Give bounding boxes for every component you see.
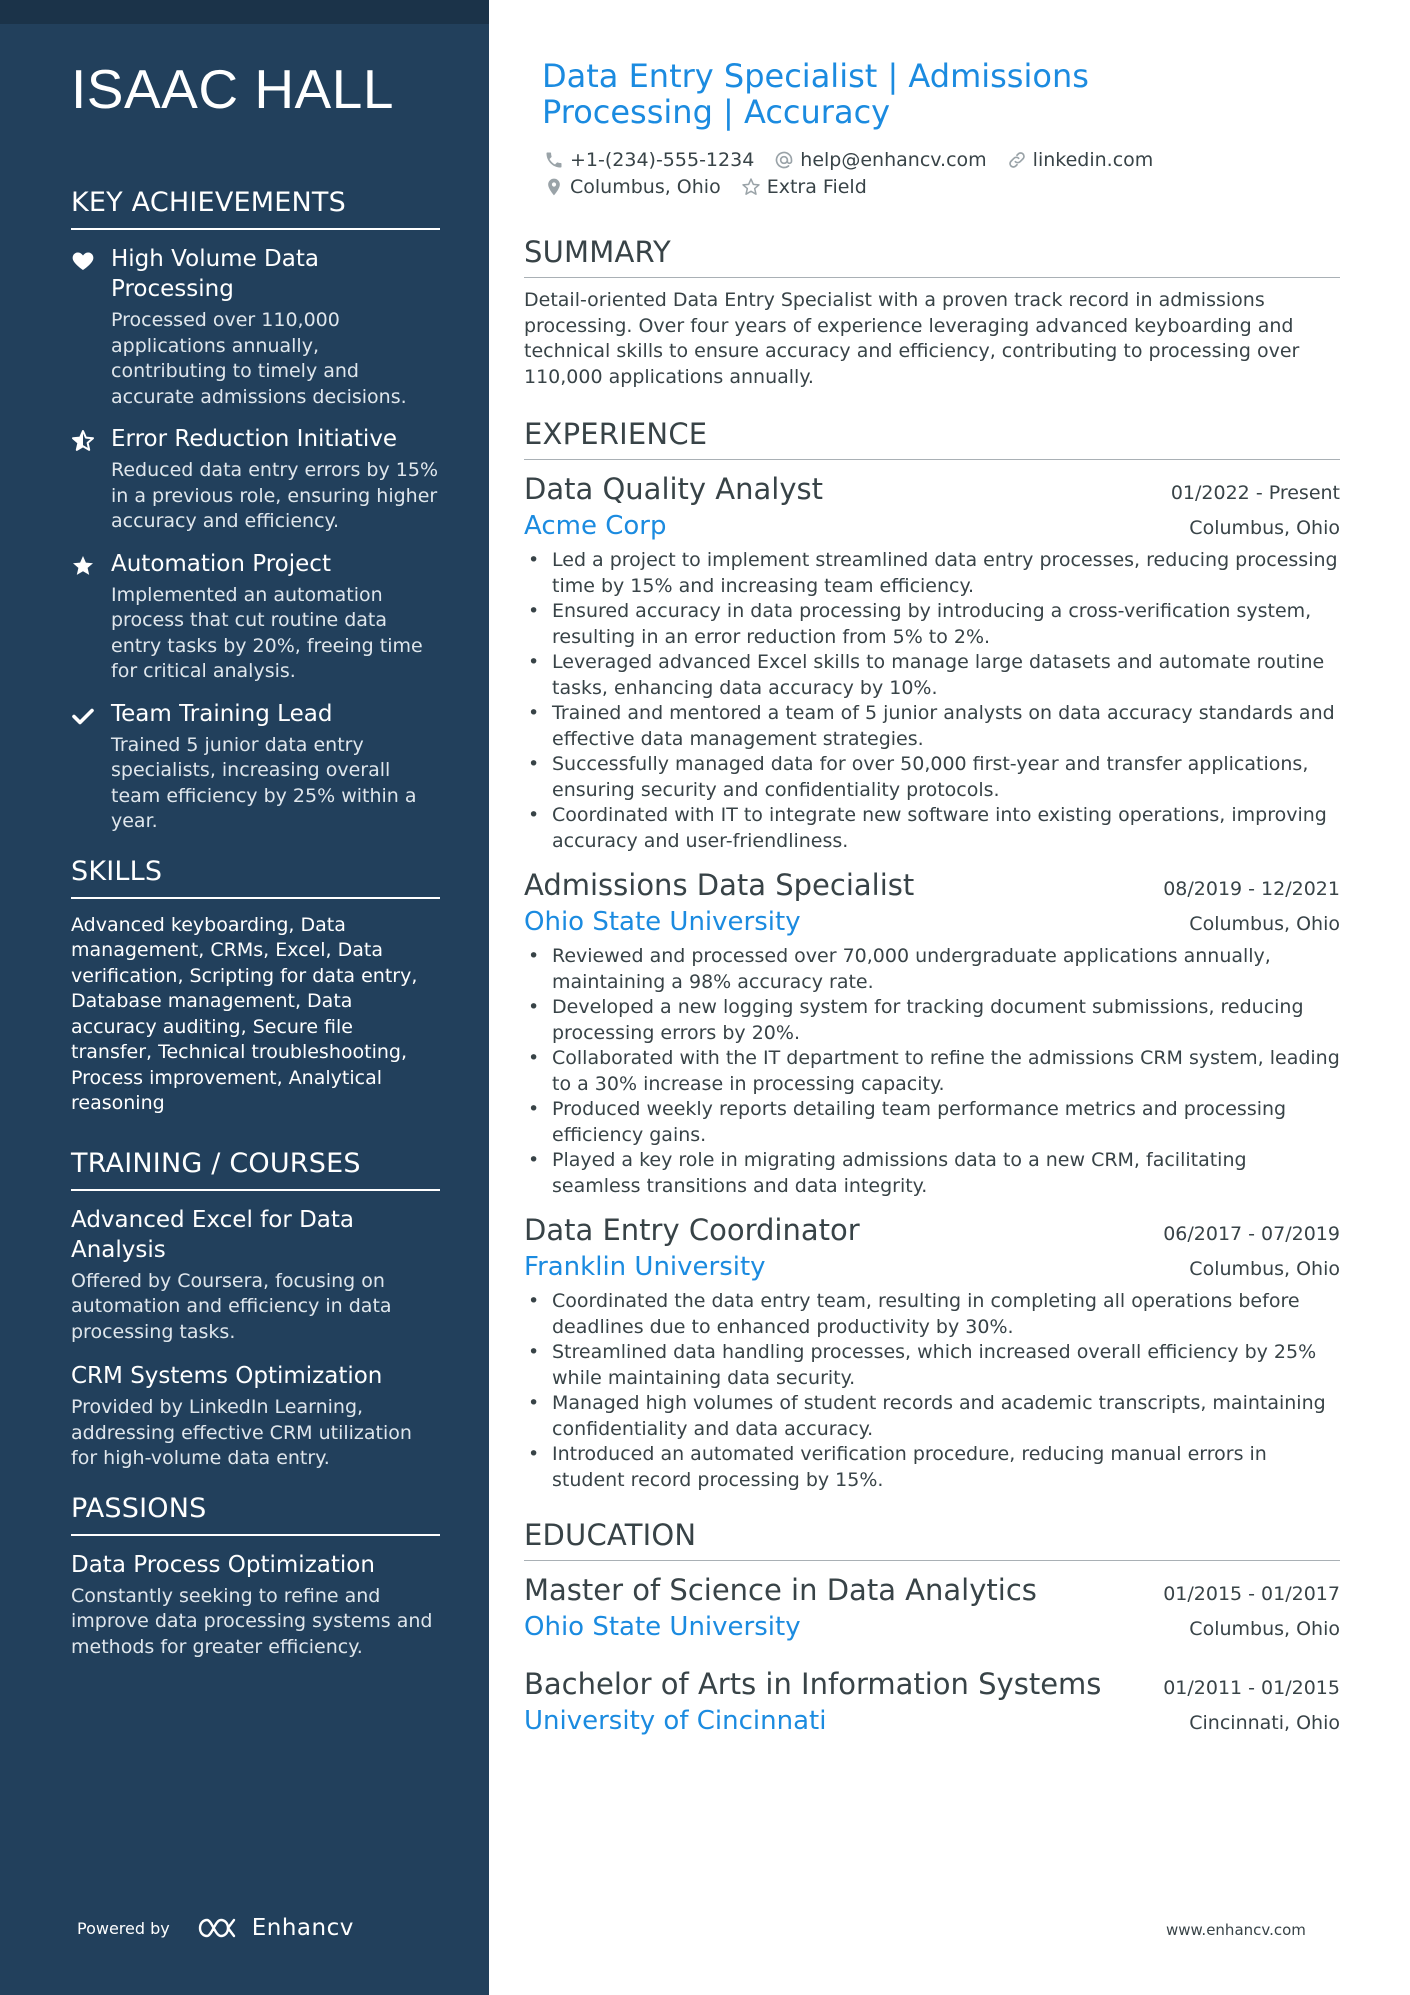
job-company: Ohio State University — [524, 907, 801, 937]
passion-title: Data Process Optimization — [71, 1551, 375, 1578]
passions-title: PASSIONS — [71, 1492, 440, 1536]
candidate-name: ISAAC HALL — [71, 58, 394, 120]
job-title: Admissions Data Specialist — [524, 868, 915, 902]
at-icon — [774, 150, 794, 170]
achievement-desc: Trained 5 junior data entry specialists, increasing overall team efficiency by 25% within a year. — [111, 733, 417, 832]
phone-text: +1-(234)-555-1234 — [570, 148, 755, 171]
bullet-item: • Leveraged advanced Excel skills to manage large datasets and automate routine tasks, enhancing data accuracy by 10%. — [524, 650, 1340, 701]
skills-title: SKILLS — [71, 855, 440, 899]
powered-by-label: Powered by — [77, 1918, 170, 1938]
job-bullets — [524, 548, 1340, 854]
passion-item — [71, 1550, 440, 1661]
passions-section — [71, 1492, 440, 1661]
bullet-item: • Produced weekly reports detailing team performance metrics and processing efficiency gains. — [524, 1097, 1340, 1148]
bullet-item: • Developed a new logging system for tracking document submissions, reducing processing errors by 20%. — [524, 995, 1340, 1046]
bullet-item: • Played a key role in migrating admissions data to a new CRM, facilitating seamless transitions and data integrity. — [524, 1148, 1340, 1199]
course-item — [71, 1205, 440, 1346]
achievements-section — [71, 186, 440, 835]
enhancv-logo[interactable] — [196, 1915, 354, 1941]
job-dates: 01/2022 - Present — [1170, 482, 1340, 504]
summary-title: SUMMARY — [524, 234, 1340, 278]
heart-icon — [71, 244, 111, 410]
job-company: Franklin University — [524, 1252, 766, 1282]
check-icon — [71, 699, 111, 835]
summary-text: Detail-oriented Data Entry Specialist with a proven track record in admissions processing. Over four years of experience leveraging advanced keyboarding and technical skills to ensure accuracy and efficiency, contributing to processing over 110,000 applications annually. — [524, 289, 1300, 388]
degree-title: Master of Science in Data Analytics — [524, 1573, 1037, 1607]
phone-icon — [544, 150, 564, 170]
achievement-item — [71, 699, 440, 835]
achievement-title: High Volume Data Processing — [111, 246, 319, 302]
job-entry — [524, 866, 1340, 1199]
bullet-item: • Ensured accuracy in data processing by introducing a cross-verification system, resulting in an error reduction from 5% to 2%. — [524, 599, 1340, 650]
extra-field — [741, 176, 867, 198]
achievement-title: Team Training Lead — [111, 700, 333, 727]
job-company: Acme Corp — [524, 511, 667, 541]
job-title: Data Entry Coordinator — [524, 1213, 860, 1247]
headline: Data Entry Specialist | Admissions Processing | Accuracy — [542, 57, 1089, 131]
sidebar-content — [71, 58, 440, 1676]
bullet-item: • Led a project to implement streamlined data entry processes, reducing processing time by 15% and increasing team efficiency. — [524, 548, 1340, 599]
sidebar — [0, 0, 489, 1995]
bullet-item: • Reviewed and processed over 70,000 undergraduate applications annually, maintaining a 98% accuracy rate. — [524, 944, 1340, 995]
achievement-item — [71, 424, 440, 535]
education-section — [524, 1517, 1340, 1739]
job-location: Columbus, Ohio — [1189, 913, 1340, 935]
school-name: University of Cincinnati — [524, 1706, 827, 1736]
phone-contact[interactable] — [544, 149, 754, 171]
summary-section — [524, 234, 1340, 390]
star-outline-icon — [741, 177, 761, 197]
contact-info — [544, 146, 1340, 200]
location-pin-icon — [544, 177, 564, 197]
footer-url[interactable]: www.enhancv.com — [1166, 1921, 1306, 1939]
training-section — [71, 1147, 440, 1472]
star-icon — [71, 549, 111, 685]
bullet-item: • Successfully managed data for over 50,000 first-year and transfer applications, ensuring security and confidentiality protocols. — [524, 752, 1340, 803]
location-contact — [544, 176, 721, 198]
bullet-item: • Streamlined data handling processes, which increased overall efficiency by 25% while maintaining data security. — [524, 1340, 1340, 1391]
education-dates: 01/2011 - 01/2015 — [1163, 1677, 1340, 1699]
enhancv-logo-icon — [196, 1915, 242, 1941]
star-half-icon — [71, 424, 111, 535]
course-desc: Offered by Coursera, focusing on automation and efficiency in data processing tasks. — [71, 1269, 392, 1343]
course-title: Advanced Excel for Data Analysis — [71, 1206, 355, 1263]
skills-section — [71, 855, 440, 1117]
linkedin-contact[interactable] — [1007, 149, 1154, 171]
degree-title: Bachelor of Arts in Information Systems — [524, 1667, 1102, 1701]
education-title: EDUCATION — [524, 1517, 1340, 1561]
job-dates: 06/2017 - 07/2019 — [1163, 1223, 1340, 1245]
job-title: Data Quality Analyst — [524, 472, 823, 506]
job-bullets — [524, 1289, 1340, 1493]
skills-list: Advanced keyboarding, Data management, CRMs, Excel, Data verification, Scripting for data entry, Database management, Data accuracy auditing, Secure file transfer, Technical troubleshooting, Process improvement, Analytical reasoning — [71, 913, 418, 1114]
school-location: Columbus, Ohio — [1189, 1618, 1340, 1640]
bullet-item: • Introduced an automated verification procedure, reducing manual errors in student record processing by 15%. — [524, 1442, 1340, 1493]
school-location: Cincinnati, Ohio — [1189, 1712, 1340, 1734]
linkedin-text: linkedin.com — [1032, 148, 1154, 171]
passion-desc: Constantly seeking to refine and improve data processing systems and methods for greater efficiency. — [71, 1584, 433, 1658]
education-entry — [524, 1571, 1340, 1645]
achievement-desc: Implemented an automation process that cut routine data entry tasks by 20%, freeing time for critical analysis. — [111, 583, 423, 682]
achievement-item — [71, 549, 440, 685]
link-icon — [1007, 150, 1027, 170]
job-bullets — [524, 944, 1340, 1199]
email-text: help@enhancv.com — [800, 148, 987, 171]
job-location: Columbus, Ohio — [1189, 517, 1340, 539]
job-entry — [524, 470, 1340, 854]
experience-title: EXPERIENCE — [524, 416, 1340, 460]
job-entry — [524, 1211, 1340, 1493]
location-text: Columbus, Ohio — [570, 175, 721, 198]
achievement-title: Error Reduction Initiative — [111, 426, 398, 452]
course-item — [71, 1361, 440, 1472]
powered-by — [77, 1915, 354, 1941]
experience-section — [524, 416, 1340, 1493]
job-location: Columbus, Ohio — [1189, 1258, 1340, 1280]
job-dates: 08/2019 - 12/2021 — [1163, 878, 1340, 900]
achievement-item — [71, 244, 440, 410]
bullet-item: • Managed high volumes of student records and academic transcripts, maintaining confidentiality and data accuracy. — [524, 1391, 1340, 1442]
achievements-title: KEY ACHIEVEMENTS — [71, 186, 440, 230]
enhancv-brand: Enhancv — [251, 1915, 354, 1941]
email-contact[interactable] — [774, 149, 986, 171]
school-name: Ohio State University — [524, 1612, 801, 1642]
sidebar-top-band — [0, 0, 489, 24]
achievement-desc: Processed over 110,000 applications annually, contributing to timely and accurate admissions decisions. — [111, 309, 407, 408]
training-title: TRAINING / COURSES — [71, 1147, 440, 1191]
main-content — [524, 58, 1340, 1759]
education-dates: 01/2015 - 01/2017 — [1163, 1583, 1340, 1605]
bullet-item: • Collaborated with the IT department to refine the admissions CRM system, leading to a 30% increase in processing capacity. — [524, 1046, 1340, 1097]
bullet-item: • Coordinated the data entry team, resulting in completing all operations before deadlines due to enhanced productivity by 30%. — [524, 1289, 1340, 1340]
education-entry — [524, 1665, 1340, 1739]
extra-field-text: Extra Field — [766, 175, 867, 198]
course-desc: Provided by LinkedIn Learning, addressing effective CRM utilization for high-volume data entry. — [71, 1396, 412, 1469]
bullet-item: • Coordinated with IT to integrate new software into existing operations, improving accuracy and user-friendliness. — [524, 803, 1340, 854]
achievement-desc: Reduced data entry errors by 15% in a previous role, ensuring higher accuracy and efficiency. — [111, 459, 438, 532]
course-title: CRM Systems Optimization — [71, 1363, 383, 1389]
achievement-title: Automation Project — [111, 550, 331, 577]
bullet-item: • Trained and mentored a team of 5 junior analysts on data accuracy standards and effective data management strategies. — [524, 701, 1340, 752]
